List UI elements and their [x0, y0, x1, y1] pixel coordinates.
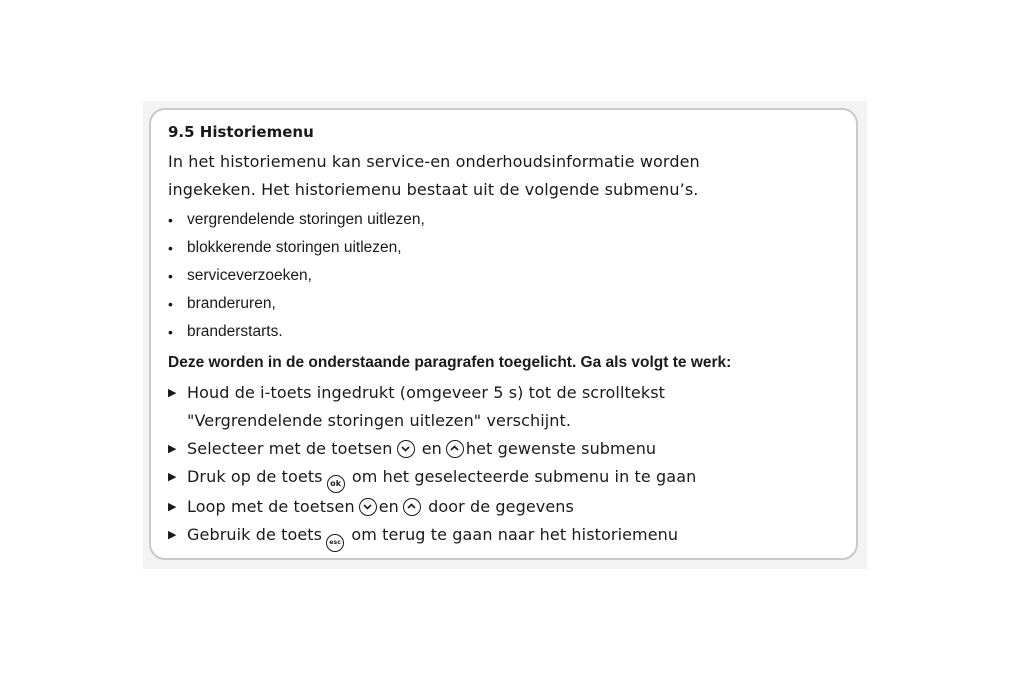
section-title: 9.5 Historiemenu	[168, 123, 314, 141]
list-item	[168, 262, 856, 290]
chevron-up-icon	[403, 498, 421, 516]
instructions-lead: Deze worden in de onderstaande paragrafen toegelicht. Ga als volgt te werk:	[168, 354, 732, 371]
chevron-down-icon	[397, 440, 415, 458]
intro-line-2: ingekeken. Het historiemenu bestaat uit de volgende submenu’s.	[168, 180, 699, 199]
step-text: Druk op de toets	[187, 467, 323, 486]
list-item-text: branderuren,	[187, 295, 276, 312]
step-item	[168, 463, 856, 493]
step-text: Gebruik de toets	[187, 525, 323, 544]
step-item	[168, 521, 856, 552]
bullet-dot: •	[168, 212, 173, 228]
bullet-dot: •	[168, 240, 173, 256]
list-item-text: blokkerende storingen uitlezen,	[187, 239, 402, 256]
list-item	[168, 318, 856, 346]
step-text: om terug te gaan naar het historiemenu	[351, 525, 679, 544]
step-text: "Vergrendelende storingen uitlezen" verschijnt.	[187, 411, 572, 430]
step-text: Selecteer met de toetsen	[187, 439, 393, 458]
ok-key-icon: ok	[327, 475, 345, 493]
step-text: en	[378, 497, 399, 516]
intro-paragraph	[168, 148, 856, 204]
list-item	[168, 234, 856, 262]
list-item	[168, 290, 856, 318]
bullet-dot: •	[168, 296, 173, 312]
section-card	[149, 108, 858, 560]
list-item-text: serviceverzoeken,	[187, 267, 312, 284]
list-item-text: branderstarts.	[187, 323, 283, 340]
step-arrow-icon: ▶	[168, 470, 177, 483]
intro-line-1: In het historiemenu kan service-en onderhoudsinformatie worden	[168, 152, 700, 171]
step-text: Loop met de toetsen	[187, 497, 355, 516]
esc-key-icon: esc	[326, 534, 344, 552]
step-arrow-icon: ▶	[168, 500, 177, 513]
step-arrow-icon: ▶	[168, 386, 177, 399]
step-arrow-icon: ▶	[168, 528, 177, 541]
list-item-text: vergrendelende storingen uitlezen,	[187, 211, 425, 228]
step-item	[168, 435, 856, 463]
list-item	[168, 206, 856, 234]
instruction-steps	[168, 379, 856, 552]
bullet-dot: •	[168, 268, 173, 284]
step-item	[168, 493, 856, 521]
step-item	[168, 379, 856, 435]
step-arrow-icon: ▶	[168, 442, 177, 455]
step-text: door de gegevens	[428, 497, 574, 516]
step-text: Houd de i-toets ingedrukt (omgeveer 5 s) tot de scrolltekst	[187, 383, 666, 402]
step-text: en	[421, 439, 442, 458]
chevron-down-icon	[359, 498, 377, 516]
bullet-dot: •	[168, 324, 173, 340]
chevron-up-icon	[446, 440, 464, 458]
step-text: het gewenste submenu	[465, 439, 657, 458]
step-text: om het geselecteerde submenu in te gaan	[351, 467, 697, 486]
submenu-list	[168, 206, 856, 346]
